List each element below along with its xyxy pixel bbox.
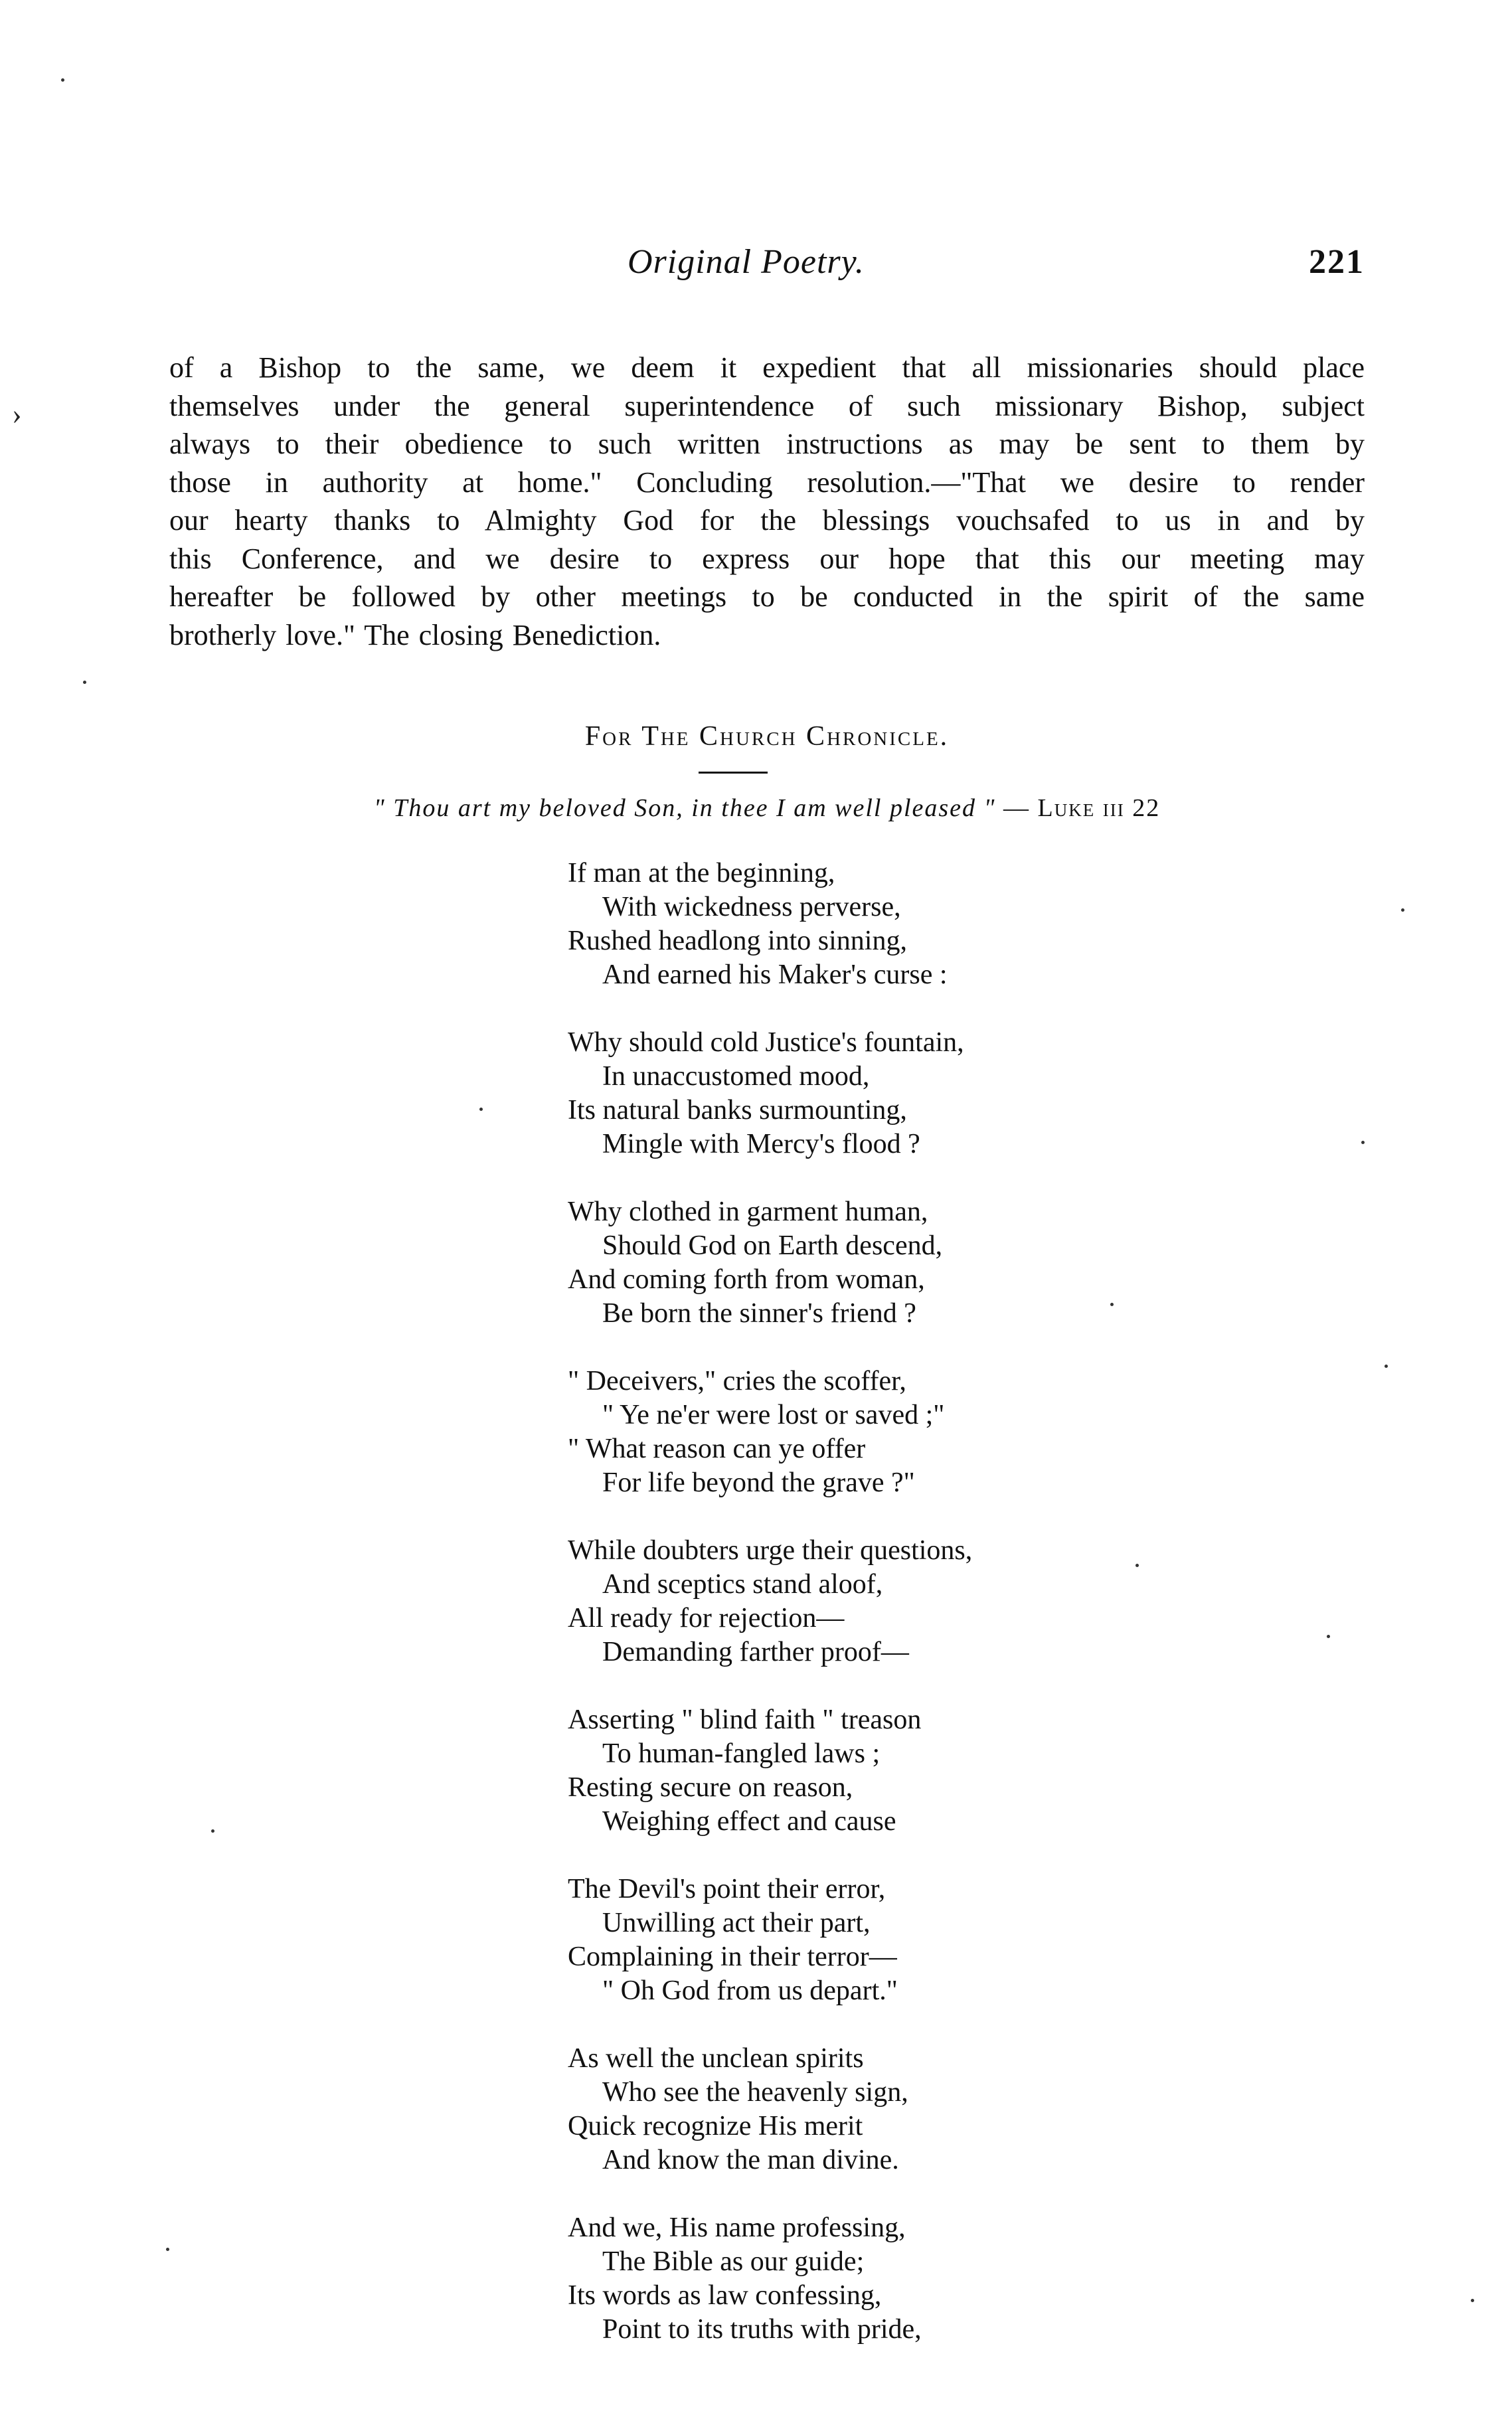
poem-line: Demanding farther proof— bbox=[602, 1637, 909, 1667]
scan-speck bbox=[479, 1108, 483, 1111]
margin-mark: › bbox=[12, 398, 22, 430]
poem-line: " What reason can ye offer bbox=[568, 1434, 866, 1464]
poem-stanza bbox=[568, 1873, 1365, 2008]
poem-line: Its words as law confessing, bbox=[568, 2280, 882, 2311]
poem-stanza bbox=[568, 1195, 1365, 1331]
scan-speck bbox=[1327, 1635, 1330, 1638]
poem-line: Why clothed in garment human, bbox=[568, 1197, 928, 1227]
scan-speck bbox=[166, 2248, 169, 2251]
poem-line: For life beyond the grave ?" bbox=[602, 1467, 915, 1498]
section-heading: For The Church Chronicle. bbox=[584, 721, 950, 752]
poem-line: If man at the beginning, bbox=[568, 858, 835, 888]
prose-line: those in authority at home." Concluding resolution.—"That we desire to render bbox=[169, 465, 1365, 499]
prose-line: themselves under the general superintendence of such missionary Bishop, subject bbox=[169, 389, 1365, 422]
epigraph bbox=[169, 794, 1365, 823]
poem-line: As well the unclean spirits bbox=[568, 2043, 864, 2074]
poem-line: Should God on Earth descend, bbox=[602, 1230, 943, 1261]
poem-line: Mingle with Mercy's flood ? bbox=[602, 1129, 920, 1159]
running-header bbox=[169, 242, 1365, 289]
poem-line: Resting secure on reason, bbox=[568, 1772, 853, 1803]
poem-stanza bbox=[568, 2042, 1365, 2177]
poem-line: Point to its truths with pride, bbox=[602, 2314, 922, 2345]
poem-line: While doubters urge their questions, bbox=[568, 1535, 973, 1566]
poem-line: Weighing effect and cause bbox=[602, 1806, 896, 1837]
poem-line: Rushed headlong into sinning, bbox=[568, 926, 907, 956]
running-title: Original Poetry. bbox=[628, 243, 865, 281]
poem bbox=[568, 857, 1365, 2381]
prose-paragraph bbox=[169, 349, 1365, 654]
poem-line: The Bible as our guide; bbox=[602, 2246, 865, 2277]
poem-line: In unaccustomed mood, bbox=[602, 1061, 870, 1092]
poem-line: Unwilling act their part, bbox=[602, 1908, 871, 1938]
poem-stanza bbox=[568, 1534, 1365, 1669]
poem-line: " Oh God from us depart." bbox=[602, 1975, 898, 2006]
page-number: 221 bbox=[1309, 243, 1365, 281]
prose-line: this Conference, and we desire to express our hope that this our meeting may bbox=[169, 542, 1365, 575]
poem-line: And know the man divine. bbox=[602, 2145, 899, 2175]
prose-line: our hearty thanks to Almighty God for the blessings vouchsafed to us in and by bbox=[169, 504, 1365, 537]
scan-speck bbox=[1385, 1365, 1388, 1368]
scan-speck bbox=[1110, 1303, 1114, 1306]
poem-line: " Deceivers," cries the scoffer, bbox=[568, 1366, 906, 1396]
poem-line: And we, His name professing, bbox=[568, 2213, 906, 2243]
poem-line: Who see the heavenly sign, bbox=[602, 2077, 908, 2108]
scan-speck bbox=[211, 1829, 214, 1833]
prose-line: always to their obedience to such written instructions as may be sent to them by bbox=[169, 428, 1365, 460]
scan-speck bbox=[1361, 1141, 1365, 1144]
poem-line: The Devil's point their error, bbox=[568, 1874, 886, 1904]
poem-stanza bbox=[568, 1365, 1365, 1500]
prose-line: brotherly love." The closing Benediction. bbox=[169, 618, 661, 651]
section-rule bbox=[699, 772, 768, 774]
scan-speck bbox=[83, 681, 86, 684]
poem-line: Why should cold Justice's fountain, bbox=[568, 1027, 964, 1058]
scan-speck bbox=[1471, 2299, 1474, 2302]
poem-line: And earned his Maker's curse : bbox=[602, 960, 948, 990]
poem-line: Be born the sinner's friend ? bbox=[602, 1298, 916, 1329]
poem-line: All ready for rejection— bbox=[568, 1603, 845, 1633]
scan-speck bbox=[1135, 1564, 1139, 1567]
poem-stanza bbox=[568, 857, 1365, 992]
epigraph-reference: — Luke iii 22 bbox=[1003, 794, 1161, 822]
poem-stanza bbox=[568, 2211, 1365, 2347]
poem-line: And sceptics stand aloof, bbox=[602, 1569, 883, 1600]
poem-line: " Ye ne'er were lost or saved ;" bbox=[602, 1400, 945, 1430]
poem-stanza bbox=[568, 1703, 1365, 1839]
poem-line: To human-fangled laws ; bbox=[602, 1738, 881, 1769]
poem-line: Its natural banks surmounting, bbox=[568, 1095, 907, 1126]
poem-line: With wickedness perverse, bbox=[602, 892, 901, 922]
poem-line: Quick recognize His merit bbox=[568, 2111, 863, 2141]
scan-speck bbox=[1401, 908, 1404, 912]
scan-speck bbox=[61, 78, 64, 82]
prose-line: of a Bishop to the same, we deem it expedient that all missionaries should place bbox=[169, 351, 1365, 384]
poem-stanza bbox=[568, 1026, 1365, 1161]
epigraph-quote: " Thou art my beloved Son, in thee I am well pleased " bbox=[373, 794, 996, 822]
prose-line: hereafter be followed by other meetings to be conducted in the spirit of the same bbox=[169, 580, 1365, 613]
poem-line: Complaining in their terror— bbox=[568, 1942, 897, 1972]
poem-line: And coming forth from woman, bbox=[568, 1264, 925, 1295]
poem-line: Asserting " blind faith " treason bbox=[568, 1705, 922, 1735]
